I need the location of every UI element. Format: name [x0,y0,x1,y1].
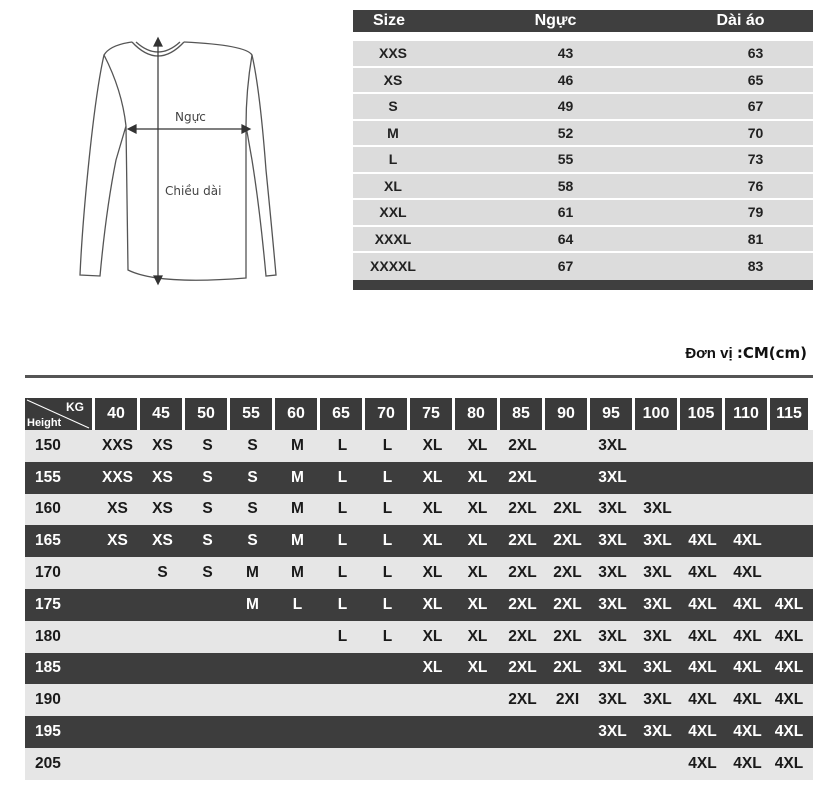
chest-cell: 43 [557,45,574,62]
size-recommendation-cell: XS [152,532,173,550]
height-cell: 175 [35,595,61,613]
size-recommendation-cell: L [382,436,393,454]
size-recommendation-cell: 4XL [774,754,804,772]
height-weight-grid [25,398,813,780]
height-cell: 150 [35,436,61,454]
chest-label: Ngực [175,110,206,124]
size-recommendation-cell: 4XL [774,659,804,677]
size-recommendation-cell: 4XL [733,532,762,550]
size-recommendation-cell: 2XI [555,691,580,709]
height-cell: 190 [35,691,61,709]
grid-row [25,494,813,526]
length-label: Chiều dài [165,184,222,198]
size-cell: XS [383,71,403,88]
size-recommendation-cell: 3XL [643,500,672,518]
size-recommendation-cell: L [337,468,348,486]
size-recommendation-cell: 3XL [643,595,672,613]
size-recommendation-cell: XL [467,564,488,582]
chest-cell: 64 [557,230,574,247]
size-recommendation-cell: XS [152,468,173,486]
size-recommendation-cell: S [247,436,258,454]
size-row [353,253,813,280]
length-cell: 83 [747,258,764,275]
size-recommendation-cell: S [202,468,213,486]
length-cell: 79 [747,204,764,221]
size-cell: XXXXL [370,258,416,275]
size-recommendation-cell: 4XL [733,564,762,582]
grid-row [25,525,813,557]
size-recommendation-cell: 4XL [688,595,717,613]
size-recommendation-cell: 2XL [553,659,582,677]
size-recommendation-cell: XS [152,500,173,518]
height-cell: 205 [35,754,61,772]
size-recommendation-cell: L [337,595,348,613]
unit-label [685,344,807,362]
weight-header: 45 [140,398,185,430]
size-recommendation-cell: XL [467,532,488,550]
size-recommendation-cell: XL [467,659,488,677]
size-row [353,94,813,121]
size-recommendation-cell: 3XL [598,691,627,709]
grid-row [25,589,813,621]
size-recommendation-cell: XL [422,564,443,582]
size-recommendation-cell: 4XL [688,723,717,741]
size-recommendation-cell: M [291,436,304,454]
height-cell: 170 [35,564,61,582]
weight-header: 55 [230,398,275,430]
size-recommendation-cell: 2XL [553,627,582,645]
size-recommendation-cell: 4XL [733,691,762,709]
size-recommendation-cell: XL [422,500,443,518]
weight-header: 40 [95,398,140,430]
size-recommendation-cell: 3XL [598,468,627,486]
grid-row [25,684,813,716]
size-row [353,227,813,254]
height-cell: 160 [35,500,61,518]
weight-header: 50 [185,398,230,430]
chest-cell: 55 [557,151,574,168]
weight-header: 65 [320,398,365,430]
size-recommendation-cell: L [382,532,393,550]
size-table-footer [353,280,813,290]
unit-value: :CM(cm) [736,344,807,362]
chest-cell: 61 [557,204,574,221]
size-recommendation-cell: L [382,468,393,486]
length-cell: 63 [747,45,764,62]
weight-header: 90 [545,398,590,430]
size-row [353,121,813,148]
size-recommendation-cell: 4XL [733,754,762,772]
size-recommendation-cell: S [202,436,213,454]
length-cell: 67 [747,98,764,115]
size-recommendation-cell: 4XL [774,691,804,709]
size-recommendation-cell: 4XL [774,595,804,613]
size-recommendation-cell: S [247,468,258,486]
size-recommendation-cell: 3XL [643,564,672,582]
size-recommendation-cell: S [247,500,258,518]
size-row [353,200,813,227]
chest-cell: 52 [557,124,574,141]
size-recommendation-cell: 2XL [508,659,537,677]
size-recommendation-cell: M [291,532,304,550]
height-cell: 195 [35,723,61,741]
chest-cell: 49 [557,98,574,115]
size-chart-table [353,10,813,290]
height-cell: 155 [35,468,61,486]
weight-header: 110 [725,398,770,430]
size-recommendation-cell: 2XL [508,500,537,518]
size-recommendation-cell: XL [422,436,443,454]
length-cell: 81 [747,230,764,247]
size-recommendation-cell: L [382,564,393,582]
size-recommendation-cell: 3XL [643,532,672,550]
size-recommendation-cell: L [382,500,393,518]
size-recommendation-cell: S [247,532,258,550]
size-recommendation-cell: 2XL [553,564,582,582]
size-recommendation-cell: S [157,564,168,582]
grid-row [25,557,813,589]
size-cell: L [388,151,398,168]
size-recommendation-cell: L [337,532,348,550]
header-length: Dài áo [716,12,765,29]
size-row [353,68,813,95]
size-recommendation-cell: M [291,468,304,486]
size-recommendation-cell: XS [152,436,173,454]
size-cell: XXXL [374,230,412,247]
size-row [353,41,813,68]
size-recommendation-cell: 3XL [598,532,627,550]
size-recommendation-cell: L [382,595,393,613]
size-recommendation-cell: XL [422,595,443,613]
grid-row [25,621,813,653]
chest-cell: 58 [557,177,574,194]
size-recommendation-cell: L [382,627,393,645]
size-recommendation-cell: 3XL [598,500,627,518]
size-recommendation-cell: 2XL [508,468,537,486]
shirt-diagram [70,30,280,290]
size-recommendation-cell: 2XL [508,691,537,709]
size-recommendation-cell: 4XL [733,723,762,741]
weight-header: 70 [365,398,410,430]
weight-header: 85 [500,398,545,430]
size-recommendation-cell: 3XL [598,564,627,582]
size-recommendation-cell: 4XL [688,627,717,645]
corner-height-label: Height [27,417,62,429]
size-recommendation-cell: L [337,500,348,518]
size-recommendation-cell: L [337,627,348,645]
size-recommendation-cell: S [202,500,213,518]
size-recommendation-cell: M [246,564,259,582]
height-cell: 180 [35,627,61,645]
size-recommendation-cell: L [337,564,348,582]
size-recommendation-cell: 3XL [643,691,672,709]
length-cell: 65 [747,71,764,88]
grid-row [25,430,813,462]
size-recommendation-cell: XL [467,627,488,645]
size-recommendation-cell: 4XL [774,627,804,645]
corner-kg-label: KG [66,400,84,414]
weight-header: 80 [455,398,500,430]
unit-title: Đơn vị [685,345,733,362]
size-recommendation-cell: 2XL [553,595,582,613]
weight-header: 95 [590,398,635,430]
size-recommendation-cell: XS [107,500,128,518]
size-cell: XXL [379,204,407,221]
grid-row [25,716,813,748]
header-chest: Ngực [534,12,577,29]
size-cell: M [387,124,399,141]
size-recommendation-cell: L [292,595,303,613]
chest-cell: 46 [557,71,574,88]
size-recommendation-cell: 2XL [553,532,582,550]
weight-header: 60 [275,398,320,430]
size-row [353,174,813,201]
grid-header-row [25,398,813,430]
size-table-header [353,10,813,32]
size-recommendation-cell: XXS [101,468,133,486]
size-recommendation-cell: 3XL [643,659,672,677]
size-recommendation-cell: XL [422,468,443,486]
size-recommendation-cell: 4XL [688,691,717,709]
weight-header: 75 [410,398,455,430]
divider [25,375,813,378]
size-recommendation-cell: 2XL [508,595,537,613]
size-recommendation-cell: 3XL [598,723,627,741]
size-recommendation-cell: 2XL [508,627,537,645]
size-recommendation-cell: 2XL [508,436,537,454]
size-recommendation-cell: 4XL [688,659,717,677]
size-cell: S [388,98,398,115]
size-recommendation-cell: 3XL [598,659,627,677]
size-recommendation-cell: XS [107,532,128,550]
size-recommendation-cell: XL [422,627,443,645]
size-recommendation-cell: 2XL [553,500,582,518]
size-recommendation-cell: XL [467,468,488,486]
chest-cell: 67 [557,258,574,275]
size-recommendation-cell: 2XL [508,564,537,582]
size-recommendation-cell: XXS [101,436,133,454]
size-recommendation-cell: 4XL [733,659,762,677]
size-recommendation-cell: L [337,436,348,454]
weight-header: 100 [635,398,680,430]
header-size: Size [373,12,406,29]
size-recommendation-cell: XL [422,659,443,677]
weight-header: 115 [770,398,808,430]
size-recommendation-cell: S [202,564,213,582]
length-cell: 73 [747,151,764,168]
size-cell: XL [384,177,402,194]
size-recommendation-cell: M [291,564,304,582]
size-recommendation-cell: 3XL [598,595,627,613]
size-recommendation-cell: XL [422,532,443,550]
size-recommendation-cell: 3XL [643,627,672,645]
size-recommendation-cell: 3XL [598,627,627,645]
grid-row [25,462,813,494]
length-cell: 76 [747,177,764,194]
size-recommendation-cell: 4XL [688,754,717,772]
size-recommendation-cell: XL [467,500,488,518]
size-recommendation-cell: 3XL [598,436,627,454]
size-recommendation-cell: M [291,500,304,518]
grid-row [25,748,813,780]
size-recommendation-cell: 4XL [774,723,804,741]
size-recommendation-cell: XL [467,595,488,613]
size-recommendation-cell: M [246,595,259,613]
size-recommendation-cell: 4XL [733,595,762,613]
size-recommendation-cell: 4XL [733,627,762,645]
size-recommendation-cell: S [202,532,213,550]
size-cell: XXS [378,45,407,62]
size-recommendation-cell: 2XL [508,532,537,550]
weight-header: 105 [680,398,725,430]
length-cell: 70 [747,124,764,141]
grid-row [25,653,813,685]
height-cell: 165 [35,532,61,550]
size-recommendation-cell: XL [467,436,488,454]
size-recommendation-cell: 3XL [643,723,672,741]
size-row [353,147,813,174]
size-recommendation-cell: 4XL [688,564,717,582]
grid-corner-cell [25,398,95,430]
size-recommendation-cell: 4XL [688,532,717,550]
height-cell: 185 [35,659,61,677]
